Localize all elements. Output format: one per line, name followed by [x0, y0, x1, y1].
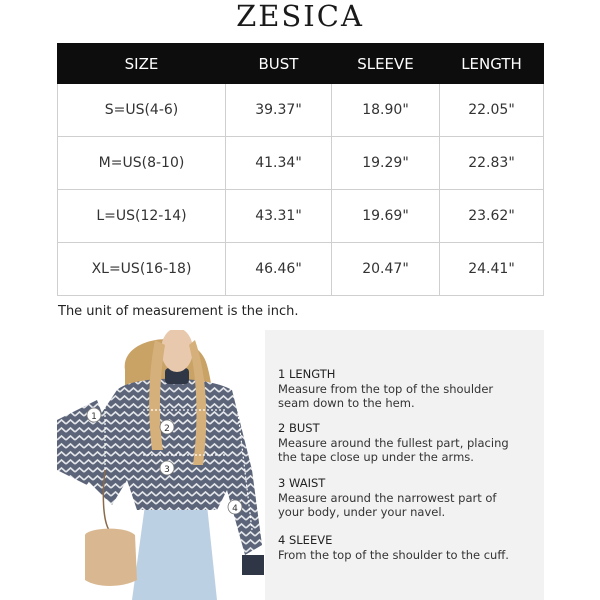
header-bust: BUST	[226, 44, 332, 84]
guide-item-text: seam down to the hem.	[278, 396, 415, 410]
guide-item-text: Measure from the top of the shoulder	[278, 381, 494, 396]
sleeve-cell: 18.90"	[332, 84, 440, 137]
length-cell: 23.62"	[440, 190, 544, 243]
table-header-row	[58, 44, 544, 84]
size-cell: M=US(8-10)	[58, 137, 226, 190]
table-row	[58, 243, 544, 296]
guide-item-title: 2 BUST	[278, 421, 320, 435]
marker-2-label: 2	[164, 424, 170, 434]
guide-item-title: 1 LENGTH	[278, 367, 336, 381]
bust-cell: 39.37"	[226, 84, 332, 137]
marker-2	[160, 420, 174, 434]
model-photo	[57, 330, 265, 600]
header-size: SIZE	[58, 44, 226, 84]
length-cell: 22.05"	[440, 84, 544, 137]
bust-cell: 46.46"	[226, 243, 332, 296]
guide-item-title: 3 WAIST	[278, 476, 326, 490]
table-row	[58, 84, 544, 137]
marker-4	[228, 500, 242, 514]
marker-1	[87, 408, 101, 422]
guide-item-length	[278, 367, 540, 411]
header-length: LENGTH	[440, 44, 544, 84]
unit-note: The unit of measurement is the inch.	[58, 304, 299, 319]
guide-item-text: From the top of the shoulder to the cuff.	[278, 547, 509, 562]
table-row	[58, 190, 544, 243]
bust-cell: 43.31"	[226, 190, 332, 243]
sleeve-cell: 20.47"	[332, 243, 440, 296]
marker-1-label: 1	[91, 412, 97, 422]
guide-item-text: Measure around the narrowest part of	[278, 490, 497, 505]
sleeve-cell: 19.29"	[332, 137, 440, 190]
marker-3-label: 3	[164, 465, 170, 475]
length-cell: 22.83"	[440, 137, 544, 190]
guide-item-text: your body, under your navel.	[278, 505, 446, 519]
size-cell: S=US(4-6)	[58, 84, 226, 137]
size-cell: L=US(12-14)	[58, 190, 226, 243]
guide-item-text: Measure around the fullest part, placing	[278, 435, 509, 450]
bag	[85, 529, 137, 586]
length-cell: 24.41"	[440, 243, 544, 296]
size-cell: XL=US(16-18)	[58, 243, 226, 296]
bust-cell: 41.34"	[226, 137, 332, 190]
measurement-guide-panel	[265, 330, 544, 600]
guide-item-text: the tape close up under the arms.	[278, 450, 474, 464]
sleeve-cell: 19.69"	[332, 190, 440, 243]
table-row	[58, 137, 544, 190]
size-chart-table	[57, 43, 544, 296]
jeans	[132, 505, 217, 600]
guide-item-sleeve	[278, 533, 540, 562]
guide-item-bust	[278, 421, 540, 465]
marker-3	[160, 461, 174, 475]
header-sleeve: SLEEVE	[332, 44, 440, 84]
guide-item-title: 4 SLEEVE	[278, 533, 333, 547]
brand-logo: ZESICA	[236, 0, 364, 33]
guide-item-waist	[278, 476, 540, 520]
marker-4-label: 4	[232, 504, 238, 514]
